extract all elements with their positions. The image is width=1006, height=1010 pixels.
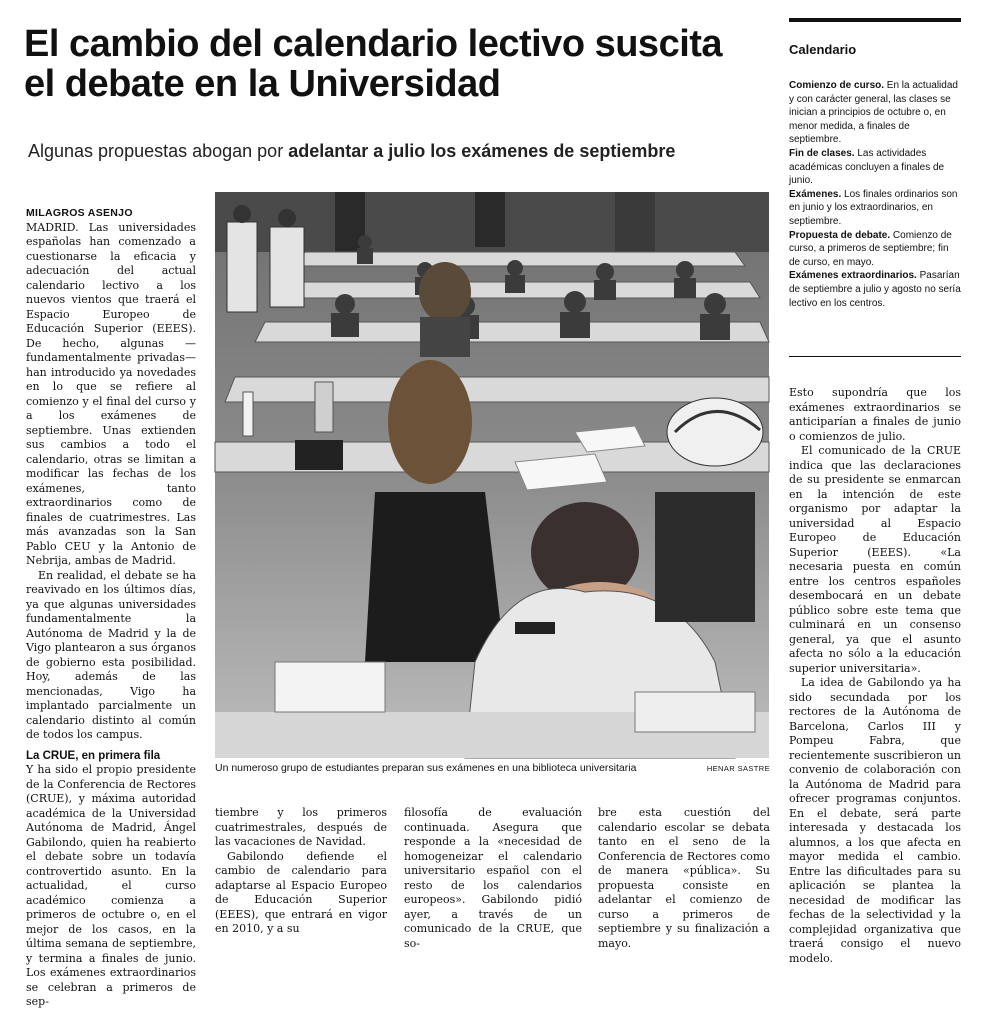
subheadline [28,140,748,162]
sidebar-divider [789,356,961,357]
sidebar-item-text: En la actualidad y con carácter general, las clases se inician a principios de octubre o, en menor medida, a finales de septiembre. [789,80,958,146]
byline: MILAGROS ASENJO [26,207,133,219]
students-library-image [215,192,769,758]
article-column-3 [404,806,582,950]
calendar-sidebar [789,18,961,310]
sidebar-item-label: Fin de clases. [789,147,855,159]
paragraph [26,221,196,569]
sidebar-item [789,269,961,310]
sidebar-item [789,229,961,270]
paragraph: Esto supondría que los exámenes extraordinarios se anticiparían a finales de junio o comienzos de julio. [789,386,961,443]
sidebar-title: Calendario [789,42,857,57]
sidebar-item [789,79,961,147]
subhead-prefix: Algunas propuestas abogan por [28,141,289,161]
dateline: MADRID. [26,220,79,234]
paragraph: En realidad, el debate se ha reavivado en los últimos días, ya que algunas universidades fundamentalmente la Autónoma de Madrid y la de Vigo plantearon a sus órganos de gobierno esta posibilidad. Hoy, además de las mencionadas, Vigo ha implantado parcialmente un calendario distinto al común de todos los campus. [26,568,196,741]
sidebar-item [789,147,961,188]
paragraph: filosofía de evaluación continuada. Asegura que responde a la «necesidad de homogeneizar el calendario universitario español con el resto de los calendarios europeos». Gabilondo pidió ayer, a través de un comunicado de la CRUE, que so- [404,806,582,950]
section-subtitle: La CRUE, en primera fila [26,749,161,762]
paragraph-text: Las universidades españolas han comenzado a cuestionarse la eficacia y adecuación del actual calendario lectivo a los nuevos vientos que traerá el Espacio Europeo de Educación Superior (EEES). De hecho, algunas —fundamentalmente privadas— han introducido ya novedades en lo que se refiere al comienzo y el final del curso y a los exámenes de septiembre. Unas extienden sus cambios a todo el calendario, otras se limitan a modificar las fechas de los exámenes, tanto extraordinarios como de finales de cuatrimestres. Las más avanzadas son la San Pablo CEU y la Antonio de Nebrija, ambas de Madrid. [26,220,196,567]
sidebar-item-text: Comienzo de curso, a primeros de septiembre; fin de curso, en mayo. [789,229,952,268]
paragraph: La idea de Gabilondo ya ha sido secundada por los rectores de la Autónoma de Barcelona, Carlos III y Pompeu Fabra, que recientemente suscribieron un convenio de colaboración con la Autónoma de Madrid para ofrecer programas conjuntos. En el debate, será parte interesada y destacada los alumnos, a los que afecta en mayor medida el cambio. Entre las dificultades para su aplicación se plantea la necesidad de modificar las fechas de la selectividad y la complejidad organizativa que traerá consigo el nuevo modelo. [789,676,961,965]
paragraph: El comunicado de la CRUE indica que las declaraciones de su presidente se enmarcan en la intención de este organismo por adaptar la universidad al Espacio Europeo de Educación Superior (EEES). «La necesaria puesta en común entre los centros españoles desembocará en un debate público sobre este tema que culminará en un consenso general, ya que el asunto afecta no sólo a la educación superior universitaria». [789,444,961,675]
photo-credit: HENAR SASTRE [706,764,770,773]
subhead-emphasis: adelantar a julio los exámenes de septiembre [288,141,676,161]
sidebar-item-text: Pasarían de septiembre a julio y agosto no sería lectivo en los centros. [789,270,961,309]
sidebar-item [789,188,961,229]
headline: El cambio del calendario lectivo suscita el debate en la Universidad [24,23,723,105]
sidebar-item-label: Exámenes. [789,188,842,200]
sidebar-item-text: Los finales ordinarios son en junio y los extraordinarios, en septiembre. [789,188,958,227]
paragraph: Gabilondo defiende el cambio de calendario para adaptarse al Espacio Europeo de Educación Superior (EEES), que entrará en vigor en 2010, y a su [215,849,387,935]
article-column-4 [598,806,770,950]
paragraph: Y ha sido el propio presidente de la Conferencia de Rectores (CRUE), y máxima autoridad académica de la Universidad Autónoma de Madrid, Ángel Gabilondo, quien ha reabierto el debate sobre un todavía controvertido asunto. En la actualidad, el curso académico comienza a primeros de octubre o, en el mejor de los casos, en la última semana de septiembre, y termina a finales de junio. Los exámenes extraordinarios se celebran a primeros de sep- [26,763,196,1008]
article-column-1 [26,206,196,1008]
library-photo [215,192,769,758]
paragraph: bre esta cuestión del calendario escolar se debata tanto en el seno de la Conferencia de Rectores como de manera «pública». Su propuesta consiste en adelantar el comienzo de curso a primeros de septiembre y su finalización a mayo. [598,806,770,950]
sidebar-item-text: Las actividades académicas concluyen a finales de junio. [789,147,945,187]
article-column-5 [789,386,961,965]
paragraph: tiembre y los primeros cuatrimestrales, después de las vacaciones de Navidad. [215,806,387,848]
article-column-2 [215,806,387,936]
photo-caption: Un numeroso grupo de estudiantes preparan sus exámenes en una biblioteca universitaria [215,762,637,774]
sidebar-item-label: Propuesta de debate. [789,229,891,241]
sidebar-item-label: Comienzo de curso. [789,80,885,91]
sidebar-item-label: Exámenes extraordinarios. [789,270,917,282]
sidebar-body [789,79,961,310]
